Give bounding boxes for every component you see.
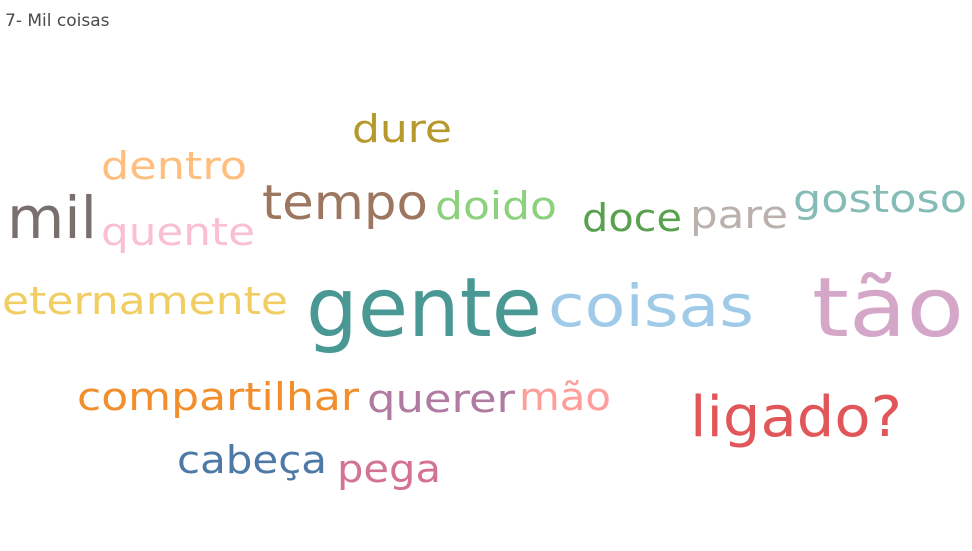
word-dure[interactable]: dure	[352, 107, 452, 151]
word-pare[interactable]: pare	[690, 193, 788, 237]
word-ligado[interactable]: ligado?	[690, 385, 902, 450]
word-gostoso[interactable]: gostoso	[793, 177, 967, 221]
sheet-title: 7- Mil coisas	[5, 11, 110, 31]
word-coisas[interactable]: coisas	[548, 272, 754, 340]
word-dentro[interactable]: dentro	[101, 144, 247, 188]
word-cabeca[interactable]: cabeça	[177, 438, 327, 482]
word-pega[interactable]: pega	[337, 447, 441, 491]
word-tempo[interactable]: tempo	[262, 175, 428, 231]
word-doce[interactable]: doce	[582, 196, 682, 240]
word-tao[interactable]: tão	[812, 261, 964, 356]
word-mil[interactable]: mil	[7, 184, 97, 252]
word-gente[interactable]: gente	[306, 261, 542, 356]
word-eternamente[interactable]: eternamente	[2, 279, 288, 323]
word-compartilhar[interactable]: compartilhar	[77, 375, 360, 419]
word-quente[interactable]: quente	[101, 210, 255, 254]
word-doido[interactable]: doido	[435, 184, 557, 228]
word-querer[interactable]: querer	[367, 377, 516, 421]
word-mao[interactable]: mão	[519, 375, 611, 419]
